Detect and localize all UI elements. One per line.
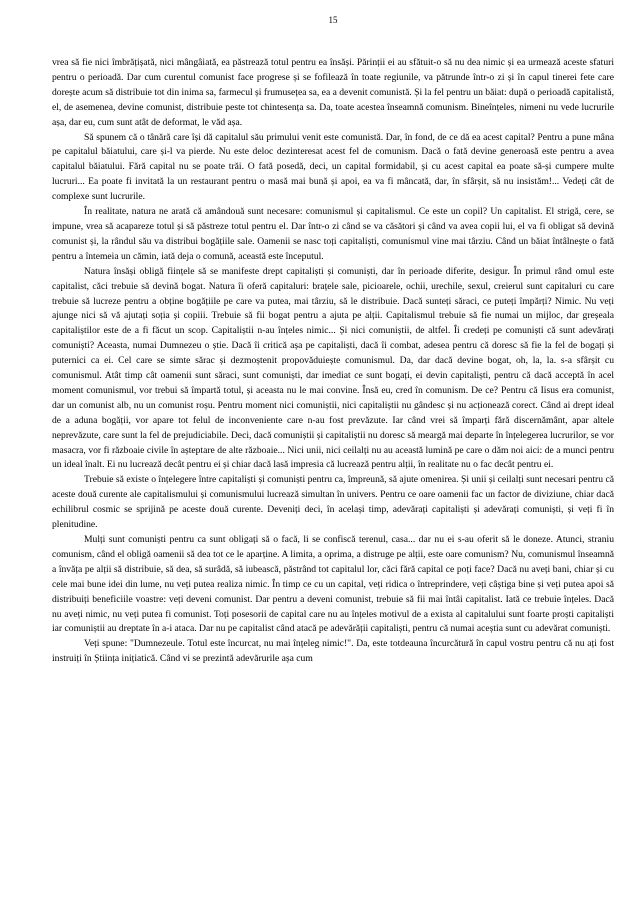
- paragraph: Veți spune: "Dumnezeule. Totul este încurcat, nu mai înțeleg nimic!". Da, este totdeauna încurcătură în capul vostru pentru că nu ați fost instruiți în Știința inițiatică. Când vi se prezintă adevărurile așa cum: [52, 638, 614, 665]
- paragraph: În realitate, natura ne arată că amândouă sunt necesare: comunismul și capitalismul. Ce este un copil? Un capitalist. El strigă, cere, se impune, vrea să acapareze totul și să păstreze totul pentru el. Dar într-o zi când se va căsători și când va avea copii lui, el va fi obligat să devină comunist și, la rândul său va distribui bogățiile sale. Oamenii se nasc toți capitaliști, comunismul vine mai târziu. Când un băiat întâlnește o fată pentru a întemeia un cămin, iată deja o comună, această este începutul.: [52, 206, 614, 262]
- paragraph: Natura însăși obligă ființele să se manifeste drept capitaliști și comuniști, dar în perioade diferite, desigur. În primul rând omul este capitalist, căci trebuie să devină bogat. Natura îi oferă capitaluri: brațele sale, picioarele, ochii, urechile, sexul, creierul sunt capitaluri cu care trebuie să lucreze pentru a obține bogățiile pe care va putea, mai târziu, să le distribuie. Dacă sunteți săraci, ce puteți împărți? Nimic. Nu veți ajunge nici să vă ajutați soția și copiii. Trebuie să fii bogat pentru a ajuta pe alții. Capitalismul trebuie să fie numai un mijloc, dar greșeala capitaliștilor este de a fi făcut un scop. Capitaliștii n-au înțeles nimic... Și nici comuniștii, de altfel. Îi credeți pe comuniști că sunt adevărați comuniști? Aceasta, numai Dumnezeu o știe. Dacă îi critică așa pe capitaliști, dacă îi combat, adesea pentru că doresc să fie la fel de bogați și puternici ca ei. Cel care se simte sărac și dezmoștenit propovăduiește comunismul. Da, dar dacă devine bogat, oh, la, la. s-a sfârșit cu comunismul. Atât timp cât oamenii sunt săraci, sunt comuniști, dar imediat ce sunt bogați, ei devin capitaliști, pentru că dacă acceptă în acel moment comunismul, vor trebui să împartă totul, și aceasta nu le mai convine. Însă eu, cred în comunism. De ce? Pentru că Iisus era comunist, dar un comunist alb, nu un comunist roșu. Pentru moment nici comuniștii, nici capitaliștii nu gândesc și nu acționează corect. Când ai drept ideal de a aduna bogății, vor apare tot felul de inconveniente care n-au fost prevăzute. Iar când vrei să împarți fără discernământ, apar altele neprevăzute, care sunt la fel de prejudiciabile. Deci, dacă comuniștii și capitaliștii nu doresc să meargă mai departe în înțelegerea lucrurilor, se vor masacra, vor fi războaie civile în așteptare de alte războaie... Nici unii, nici ceilalți nu au această lumină pe care o dăm noi aici: de a munci pentru un ideal înalt. Ei nu lucrează decât pentru ei și chiar dacă lasă impresia că lucrează pentru alții, în realitate nu o fac decât pentru ei.: [52, 265, 614, 471]
- paragraph: Mulți sunt comuniști pentru ca sunt obligați să o facă, li se confiscă terenul, casa... dar nu ei s-au oferit să le doneze. Atunci, straniu comunism, când el obligă oamenii să dea tot ce le aparține. A limita, a oprima, a distruge pe alții, este oare comunism? Nu, comunismul înseamnă a învăța pe alții să distribuie, să dea, să surâdă, să iubească, păstrând tot capitalul lor, căci fără capital ce poți face? Dacă nu aveți bani, chiar și cu cele mai bune idei din lume, nu veți putea realiza nimic. În timp ce cu un capital, veți ridica o întreprindere, veți câștiga bine și veți putea apoi să distribuiți beneficiile voastre: veți deveni comunist. Dar pentru a deveni comunist, trebuie să fii mai întâi capitalist. Iată ce trebuie înțeles. Dacă nu aveți nimic, nu veți putea fi comunist. Toți posesorii de capital care nu au înțeles motivul de a exista al capitalului sunt foarte proști capitaliști iar comuniștii au dreptate în a-i ataca. Dar nu pe capitalist când atacă pe adevărății capitaliști, pentru că numai aceștia sunt cu adevărat comuniști.: [52, 534, 614, 635]
- paragraph: vrea să fie nici îmbrățișată, nici mângâiată, ea păstrează totul pentru ea însăși. Părinții ei au sfătuit-o să nu dea nimic și ea urmează aceste sfaturi pentru o perioadă. Dar cum curentul comunist face progrese și se fofilează în toate regiunile, va pătrunde într-o zi și în capul tinerei fete care dorește acum să distribuie tot din inima sa, farmecul și frumusețea sa, ea a devenit comunistă. Și la fel pentru un băiat: după o perioadă capitalistă, el, de asemenea, devine comunist, distribuie peste tot chintesența sa. Da, toate acestea înseamnă comunism. Bineînțeles, nimeni nu vede lucrurile așa, dar eu, cum sunt atât de deformat, le văd așa.: [52, 57, 614, 128]
- body-text: [52, 56, 614, 667]
- paragraph: Trebuie să existe o înțelegere între capitaliști și comuniști pentru ca, împreună, să ajute omenirea. Și unii și ceilalți sunt necesari pentru că aceste două curente ale capitalismului și comunismului lucrează simultan în univers. Pentru ce oare oamenii fac un factor de diviziune, chiar dacă echilibrul cosmic se sprijină pe aceste două curente. Deveniți deci, în același timp, adevărați capitaliști și adevărați comuniști, și veți fi în plenitudine.: [52, 474, 614, 531]
- paragraph: Să spunem că o tânără care își dă capitalul său primului venit este comunistă. Dar, în fond, de ce dă ea acest capital? Pentru a pune mâna pe capitalul băiatului, care și-l va pierde. Nu este deloc dezinteresat acest fel de comunism. Dacă o fată devine generoasă este pentru a avea capitalul băiatului. Fără capital nu se poate trăi. O fată posedă, deci, un capital formidabil, și cu acest capital ea poate să-și cumpere multe lucruri... Ea poate fi invitată la un restaurant pentru o masă mai bună și apoi, ea va fi mâncată, dar, în sfârșit, să nu insistăm!... Vedeți cât de complexe sunt lucrurile.: [52, 131, 614, 203]
- page-number: 15: [328, 15, 338, 25]
